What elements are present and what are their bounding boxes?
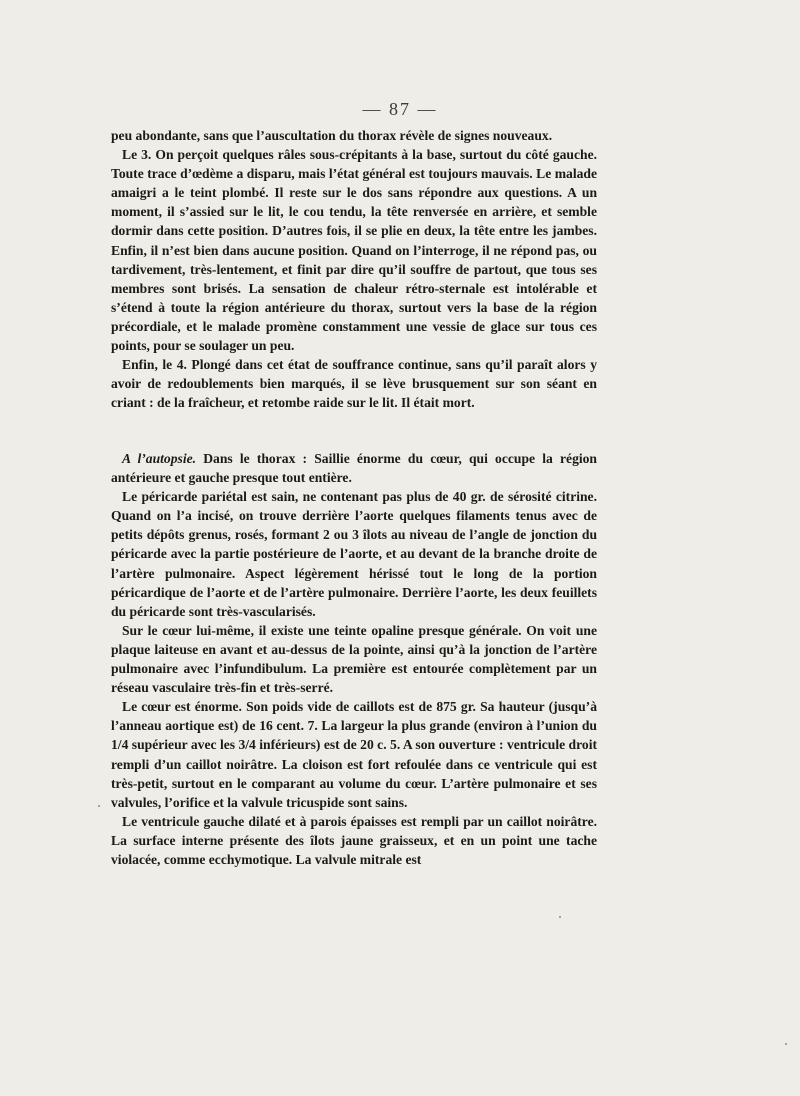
paper-speck	[559, 916, 561, 918]
paragraph-heart-surface: Sur le cœur lui-même, il existe une teinte opaline presque générale. On voit une plaque laiteuse en avant et au-dessus de la pointe, ainsi qu’à la jonction de l’artère pulmonaire avec l’infundibulum. La première est entourée complètement par un réseau vasculaire très-fin et très-serré.	[111, 622, 597, 696]
autopsy-label: A l’autopsie.	[122, 451, 197, 466]
text-block-top	[111, 126, 597, 412]
paragraph-continuation: peu abondante, sans que l’auscultation du thorax révèle de signes nouveaux.	[111, 128, 553, 143]
paragraph-left-ventricle: Le ventricule gauche dilaté et à parois épaisses est rempli par un caillot noirâtre. La surface interne présente des îlots jaune graisseux, et en un point une tache violacée, comme ecchymotique. La valvule mitrale est	[111, 813, 597, 867]
paragraph-pericardium: Le péricarde pariétal est sain, ne contenant pas plus de 40 gr. de sérosité citrine. Quand on l’a incisé, on trouve derrière l’aorte quelques filaments tenus avec de petits dépôts grenus, rosés, formant 2 ou 3 îlots au niveau de l’angle de jonction du péricarde avec la partie postérieure de l’aorte, et au devant de la branche droite de l’artère pulmonaire. Aspect légèrement hérissé tout le long de la portion péricardique de l’aorte et de l’artère pulmonaire. Derrière l’aorte, les deux feuillets du péricarde sont très-vascularisés.	[111, 489, 597, 619]
page-number: — 87 —	[362, 99, 438, 119]
paper-speck	[785, 1043, 787, 1045]
paragraph-day-4: Enfin, le 4. Plongé dans cet état de souffrance continue, sans qu’il paraît alors y avoir de redoublements bien marqués, il se lève brusquement sur son séant en criant : de la fraîcheur, et retombe raide sur le lit. Il était mort.	[111, 357, 597, 411]
text-block-autopsy	[111, 449, 597, 869]
paragraph-heart-size: Le cœur est énorme. Son poids vide de caillots est de 875 gr. Sa hauteur (jusqu’à l’anneau aortique est) de 16 cent. 7. La largeur la plus grande (environ à l’union du 1/4 supérieur avec les 3/4 inférieurs) est de 20 c. 5. A son ouverture : ventricule droit rempli d’un caillot noirâtre. La cloison est fort refoulée dans ce ventricule qui est très-petit, surtout en le comparant au volume du cœur. L’artère pulmonaire et ses valvules, l’orifice et la valvule tricuspide sont sains.	[111, 699, 597, 810]
autopsy-text: Dans le thorax : Saillie énorme du cœur, qui occupe la région antérieure et gauche presque tout entière.	[111, 451, 597, 486]
paragraph-day-3: Le 3. On perçoit quelques râles sous-crépitants à la base, surtout du côté gauche. Toute trace d’œdème a disparu, mais l’état général est toujours mauvais. Le malade amaigri a le teint plombé. Il reste sur le dos sans répondre aux questions. A un moment, il s’assied sur le lit, le cou tendu, la tête renversée en arrière, et semble dormir dans cette position. D’autres fois, il se plie en deux, la tête entre les jambes. Enfin, il n’est bien dans aucune position. Quand on l’interroge, il ne répond pas, ou tardivement, très-lentement, et finit par dire qu’il souffre de partout, que tous ses membres sont brisés. La sensation de chaleur rétro-sternale est intolérable et s’étend à toute la région antérieure du thorax, surtout vers la base de la région précordiale, et le malade promène constamment une vessie de glace sur tous ces points, pour se soulager un peu.	[111, 147, 597, 354]
paragraph-autopsy	[111, 449, 597, 487]
paper-speck	[98, 805, 100, 807]
